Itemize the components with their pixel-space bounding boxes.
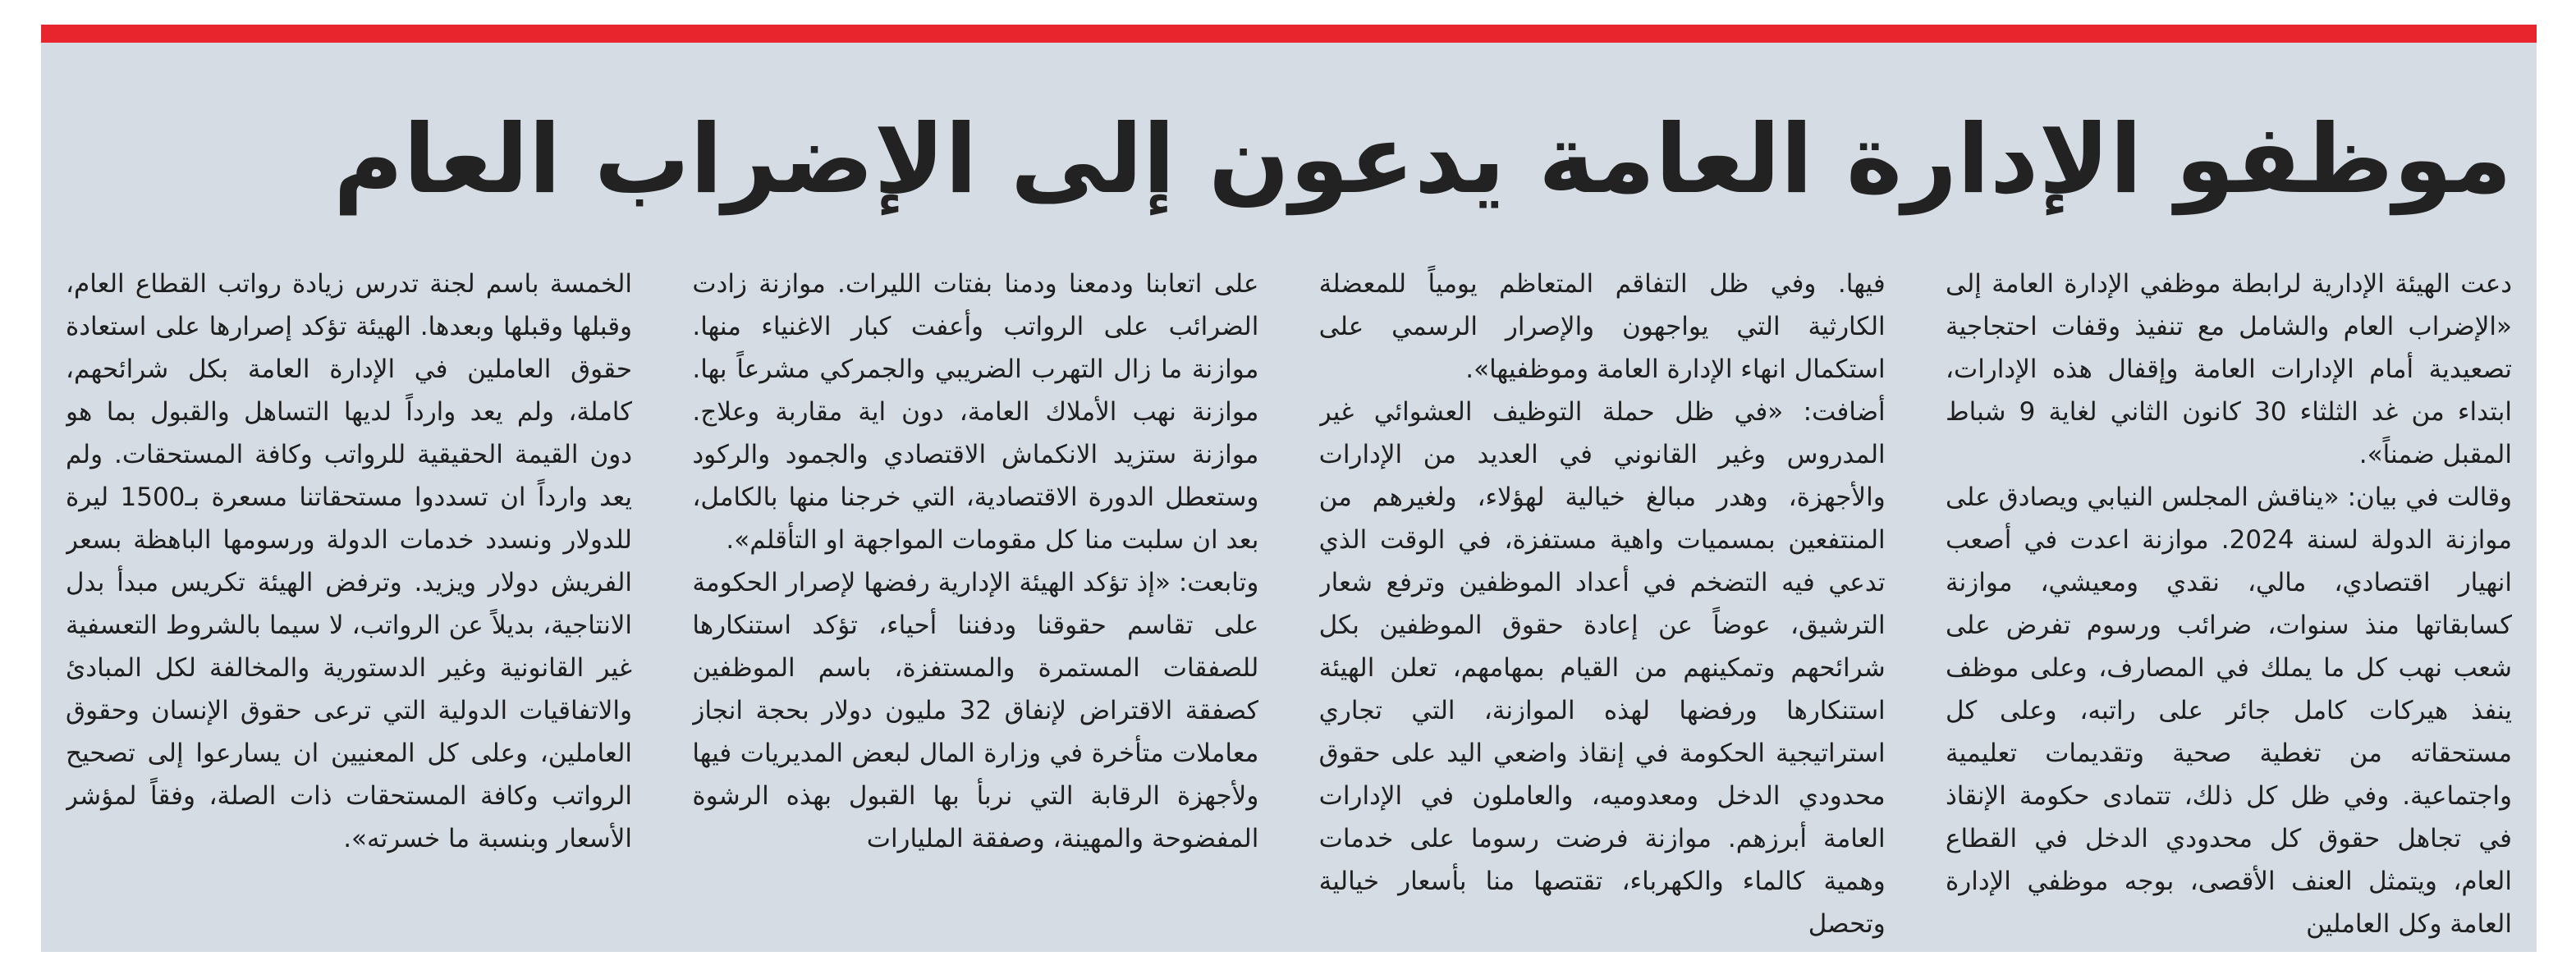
paragraph: وتابعت: «إذ تؤكد الهيئة الإدارية رفضها لإصرار الحكومة على تقاسم حقوقنا ودفننا أحياء، تؤكد استنكارها للصفقات المستمرة والمستفزة، باسم الموظفين كصفقة الاقتراض لإنفاق 32 مليون دولار بحجة انجاز معاملات متأخرة في وزارة المال لبعض المديريات فيها ولأجهزة الرقابة التي نربأ بها القبول بهذه الرشوة المفضوحة والمهينة، وصفقة المليارات [692, 568, 1259, 853]
paragraph: دعت الهيئة الإدارية لرابطة موظفي الإدارة العامة إلى «الإضراب العام والشامل مع تنفيذ وقفات احتجاجية تصعيدية أمام الإدارات العامة وإقفال هذه الإدارات، ابتداء من غد الثلثاء 30 كانون الثاني لغاية 9 شباط المقبل ضمناً». [1946, 269, 2512, 469]
article-column-2 [1319, 263, 1886, 944]
article-headline: موظفو الإدارة العامة يدعون إلى الإضراب العام [333, 104, 2512, 215]
paragraph: فيها. وفي ظل التفاقم المتعاظم يومياً للمعضلة الكارثية التي يواجهون والإصرار الرسمي على استكمال انهاء الإدارة العامة وموظفيها». [1318, 269, 1886, 384]
paragraph: أضافت: «في ظل حملة التوظيف العشوائي غير المدروس وغير القانوني في العديد من الإدارات والأجهزة، وهدر مبالغ خيالية لهؤلاء، ولغيرهم من المنتفعين بمسميات واهية مستفزة، في الوقت الذي تدعي فيه التضخم في أعداد الموظفين وترفع شعار الترشيق، عوضاً عن إعادة حقوق الموظفين بكل شرائحهم وتمكينهم من القيام بمهامهم، تعلن الهيئة استنكارها ورفضها لهذه الموازنة، التي تجاري استراتيجية الحكومة في إنقاذ واضعي اليد على حقوق محدودي الدخل ومعدوميه، والعاملون في الإدارات العامة أبرزهم. موازنة فرضت رسوما على خدمات وهمية كالماء والكهرباء، تقتصها منا بأسعار خيالية وتحصل [1318, 397, 1886, 939]
paragraph: وقالت في بيان: «يناقش المجلس النيابي ويصادق على موازنة الدولة لسنة 2024. موازنة اعدت في أصعب انهيار اقتصادي، مالي، نقدي ومعيشي، موازنة كسابقاتها منذ سنوات، ضرائب ورسوم تفرض على شعب نهب كل ما يملك في المصارف، وعلى موظف ينفذ هيركات كامل جائر على راتبه، وعلى كل مستحقاته من تغطية صحية وتقديمات تعليمية واجتماعية. وفي ظل كل ذلك، تتمادى حكومة الإنقاذ في تجاهل حقوق كل محدودي الدخل في القطاع العام، ويتمثل العنف الأقصى، بوجه موظفي الإدارة العامة وكل العاملين [1946, 483, 2512, 939]
paragraph: على اتعابنا ودمعنا ودمنا بفتات الليرات. موازنة زادت الضرائب على الرواتب وأعفت كبار الاغنياء منها. موازنة ما زال التهرب الضريبي والجمركي مشرعاً بها. موازنة نهب الأملاك العامة، دون اية مقاربة وعلاج. موازنة ستزيد الانكماش الاقتصادي والجمود والركود وستعطل الدورة الاقتصادية، التي خرجنا منها بالكامل، بعد ان سلبت منا كل مقومات المواجهة او التأقلم». [692, 269, 1259, 555]
paragraph: الخمسة باسم لجنة تدرس زيادة رواتب القطاع العام، وقبلها وقبلها وبعدها. الهيئة تؤكد إصرارها على استعادة حقوق العاملين في الإدارة العامة بكل شرائحهم، كاملة، ولم يعد وارداً لديها التساهل والقبول بما هو دون القيمة الحقيقية للرواتب وكافة المستحقات. ولم يعد وارداً ان تسددوا مستحقاتنا مسعرة بـ1500 ليرة للدولار ونسدد خدمات الدولة ورسومها الباهظة بسعر الفريش دولار ويزيد. وترفض الهيئة تكريس مبدأ بدل الانتاجية، بديلاً عن الرواتب، لا سيما بالشروط التعسفية غير القانونية وغير الدستورية والمخالفة لكل المبادئ والاتفاقيات الدولية التي ترعى حقوق الإنسان وحقوق العاملين، وعلى كل المعنيين ان يسارعوا إلى تصحيح الرواتب وكافة المستحقات ذات الصلة، وفقاً لمؤشر الأسعار وبنسبة ما خسرته». [66, 269, 633, 853]
article-column-1 [1946, 263, 2512, 944]
article-column-4 [66, 263, 632, 944]
article-body [66, 263, 2512, 944]
article-column-3 [692, 263, 1258, 944]
top-accent-bar [41, 25, 2537, 43]
